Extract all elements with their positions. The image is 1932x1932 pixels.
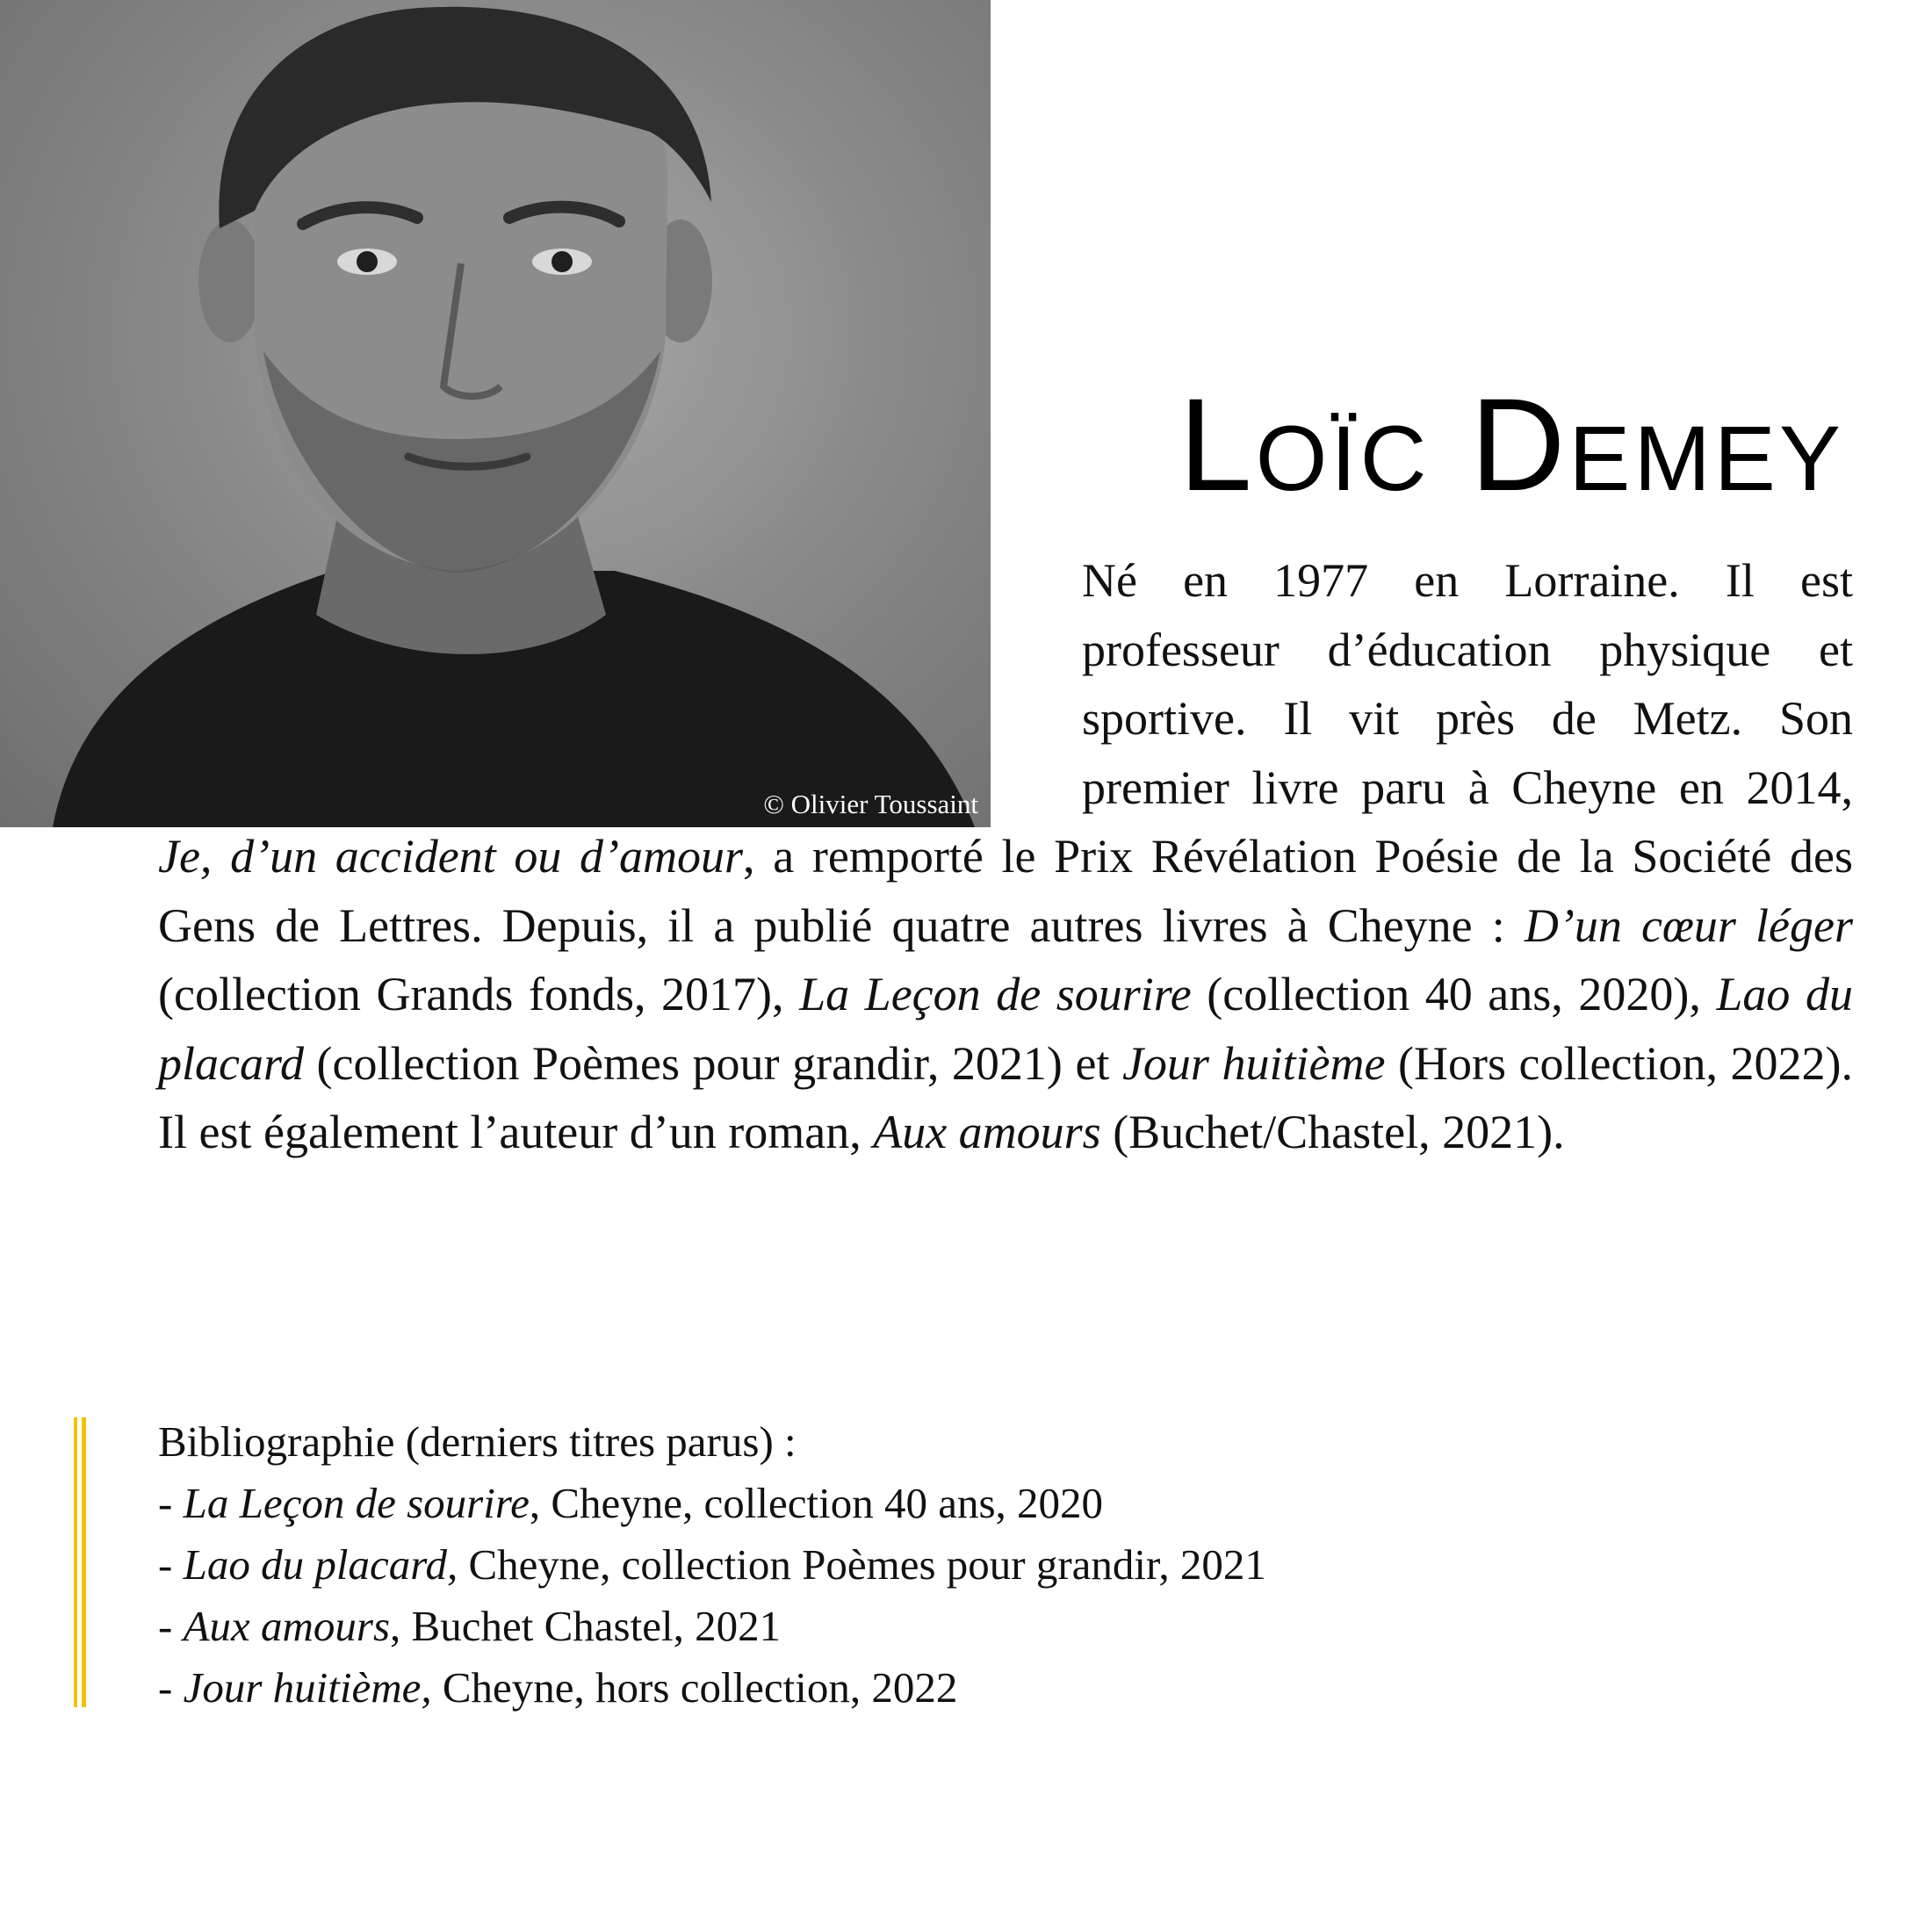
author-name: Loïc Demey bbox=[1179, 370, 1844, 518]
bibliography-item bbox=[158, 1473, 1266, 1534]
book-title-5: Jour huitième bbox=[1121, 1036, 1386, 1090]
bibliography-details: , Buchet Chastel, 2021 bbox=[390, 1602, 782, 1650]
bibliography-item bbox=[158, 1534, 1266, 1596]
list-dash: - bbox=[158, 1540, 184, 1589]
bibliography-item bbox=[158, 1657, 1266, 1719]
bio-text-1: Né en 1977 en Lorraine. Il est professeur d’éducation physique et sportive. Il vit près de Metz. Son premier livre paru à Cheyne en 2014, bbox=[1082, 554, 1853, 814]
bibliography-details: Cheyne, hors collection, 2022 bbox=[431, 1663, 958, 1712]
bio-text-6: (Hors collection, 2022). Il est également l’auteur d’un roman, bbox=[158, 1036, 1853, 1158]
bibliography-item bbox=[158, 1596, 1266, 1657]
bibliography-details: , Cheyne, collection 40 ans, 2020 bbox=[529, 1479, 1104, 1527]
bibliography-title: Aux amours bbox=[183, 1602, 391, 1650]
bibliography-title: La Leçon de sourire bbox=[183, 1479, 530, 1527]
list-dash: - bbox=[158, 1663, 184, 1712]
bibliography bbox=[158, 1411, 1266, 1719]
bibliography-accent-bar bbox=[74, 1417, 86, 1707]
bio-text-3: (collection Grands fonds, 2017), bbox=[158, 968, 800, 1020]
photo-wrap-space bbox=[158, 546, 1082, 821]
book-title-6: Aux amours bbox=[873, 1106, 1101, 1158]
bio-text-2: , a remporté le Prix Révélation Poésie de la Société des Gens de Lettres. Depuis, il a publié quatre autres livres à Cheyne : bbox=[158, 830, 1853, 952]
book-title-2: D’un cœur léger bbox=[1524, 898, 1853, 952]
list-dash: - bbox=[158, 1479, 184, 1527]
list-dash: - bbox=[158, 1602, 184, 1650]
bio-text-7: (Buchet/Chastel, 2021). bbox=[1100, 1106, 1565, 1158]
book-title-3: La Leçon de sourire bbox=[799, 968, 1192, 1020]
photo-credit: © Olivier Toussaint bbox=[763, 789, 978, 819]
bibliography-heading: Bibliographie (derniers titres parus) : bbox=[158, 1417, 797, 1466]
bibliography-title: Jour huitième, bbox=[183, 1663, 432, 1712]
bio-text-4: (collection 40 ans, 2020), bbox=[1191, 968, 1717, 1020]
author-biography bbox=[158, 546, 1853, 1167]
bio-text-5: (collection Poèmes pour grandir, 2021) et bbox=[303, 1036, 1122, 1090]
bibliography-details: Cheyne, collection Poèmes pour grandir, 2021 bbox=[458, 1540, 1266, 1589]
book-title-1: Je, d’un accident ou d’amour bbox=[158, 830, 744, 883]
book-title-4: Lao du placard bbox=[158, 968, 1853, 1090]
bibliography-title: Lao du placard, bbox=[183, 1540, 458, 1589]
